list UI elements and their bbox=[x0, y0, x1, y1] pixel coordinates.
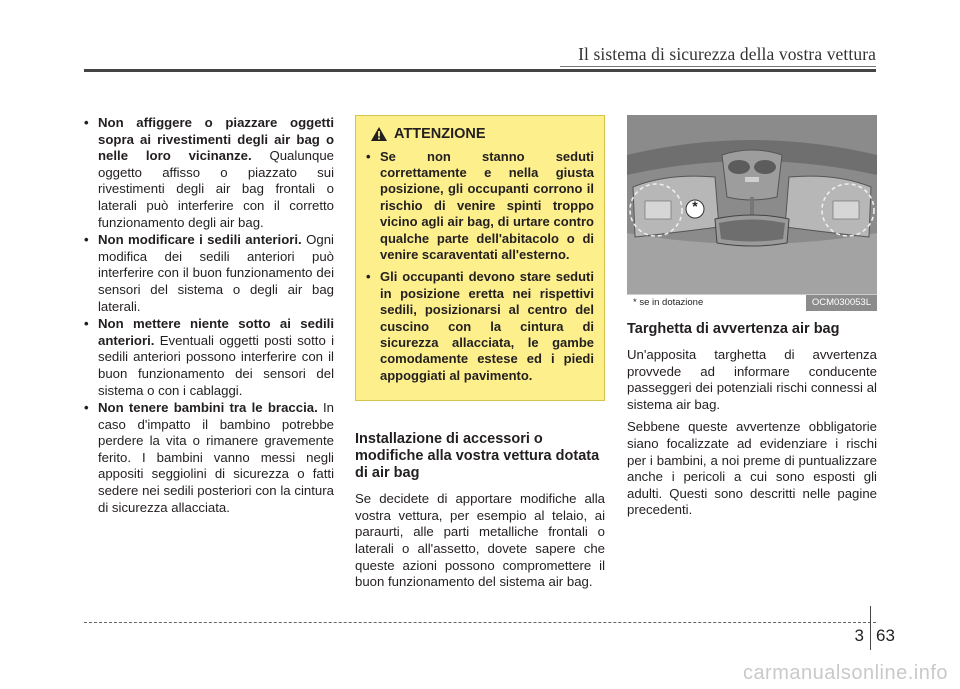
bullet-item: • Non mettere niente sotto ai sedili anteriori. Eventuali oggetti posti sotto i sedili anteriori possono interferire con il buon funzionamento dei sensori del sistema o con i cablaggi. bbox=[84, 316, 334, 399]
page-number: 63 bbox=[876, 626, 895, 645]
warning-item: • Se non stanno seduti correttamente e nella giusta posizione, gli occupanti corrono il rischio di venire spinti troppo vicino agli air bag, di urtare contro qualche parte dell'abitacolo o di venire scaraventati all'esterno. bbox=[366, 149, 594, 264]
figure-caption-bar bbox=[627, 294, 877, 311]
page-number-separator bbox=[870, 606, 871, 650]
column-middle bbox=[355, 115, 605, 597]
footer-rule bbox=[84, 622, 876, 623]
section-para-targhetta-2: Sebbene queste avvertenze obbligatorie siano focalizzate ad evidenziare i rischi per i bambini, a noi preme di puntualizzare anche i pericoli a cui sono esposti gli adulti. Questi sono descritti nelle pagine precedenti. bbox=[627, 419, 877, 518]
watermark: carmanualsonline.info bbox=[742, 662, 948, 684]
section-title-accessori: Installazione di accessori o modifiche alla vostra vettura dotata di air bag bbox=[355, 431, 600, 482]
figure-marker: * bbox=[692, 198, 698, 214]
figure-caption-note: * se in dotazione bbox=[633, 297, 704, 308]
warning-box bbox=[355, 115, 605, 401]
warning-header bbox=[370, 126, 594, 143]
chapter-number: 3 bbox=[854, 626, 864, 645]
warning-list bbox=[366, 149, 594, 385]
warning-item: • Gli occupanti devono stare seduti in posizione eretta nei rispettivi sedili, posizionarsi al centro del cuscino con la cintura di sicurezza allacciata, le gambe comodamente estese ed i piedi appoggiati al pavimento. bbox=[366, 269, 594, 384]
bullet-item: • Non tenere bambini tra le braccia. In caso d'impatto il bambino potrebbe perdere la vita o rimanere gravemente ferito. I bambini vanno messi negli appositi seggiolini di sicurezza o fatti sedere nei sedili posteriori con la cintura di sicurezza allacciata. bbox=[84, 400, 334, 516]
bullet-item: • Non affiggere o piazzare oggetti sopra ai rivestimenti degli air bag o nelle loro vicinanze. Qualunque oggetto affisso o piazzato sui rivestimenti degli air bag frontali o laterali può interferire con il corretto funzionamento degli air bag. bbox=[84, 115, 334, 231]
column-right bbox=[627, 115, 877, 525]
bullet-item: • Non modificare i sedili anteriori. Ogni modifica dei sedili anteriori può interferire con il buon funzionamento dei sensori del sistema o degli air bag laterali. bbox=[84, 232, 334, 315]
sun-visor-illustration bbox=[627, 115, 877, 295]
figure-code: OCM030053L bbox=[806, 295, 877, 311]
warning-title: ATTENZIONE bbox=[394, 126, 486, 142]
airbag-label-figure bbox=[627, 115, 877, 311]
section-body-accessori: Se decidete di apportare modifiche alla vostra vettura, per esempio al telaio, ai paraurti, alle parti metalliche frontali o laterali o all'assetto, dovete sapere che queste azioni possono compromettere il buon funzionamento del sistema air bag. bbox=[355, 491, 605, 590]
section-title-targhetta: Targhetta di avvertenza air bag bbox=[627, 321, 840, 337]
safety-bullet-list bbox=[84, 115, 334, 516]
section-para-targhetta-1: Un'apposita targhetta di avvertenza provvede ad informare conducente passeggeri dei potenziali rischi connessi al sistema air bag. bbox=[627, 347, 877, 412]
page-header-title: Il sistema di sicurezza della vostra vettura bbox=[578, 44, 876, 64]
column-left bbox=[84, 115, 334, 517]
header-rule-thin bbox=[560, 66, 876, 67]
warning-triangle-icon bbox=[370, 126, 388, 142]
header-rule bbox=[84, 69, 876, 72]
